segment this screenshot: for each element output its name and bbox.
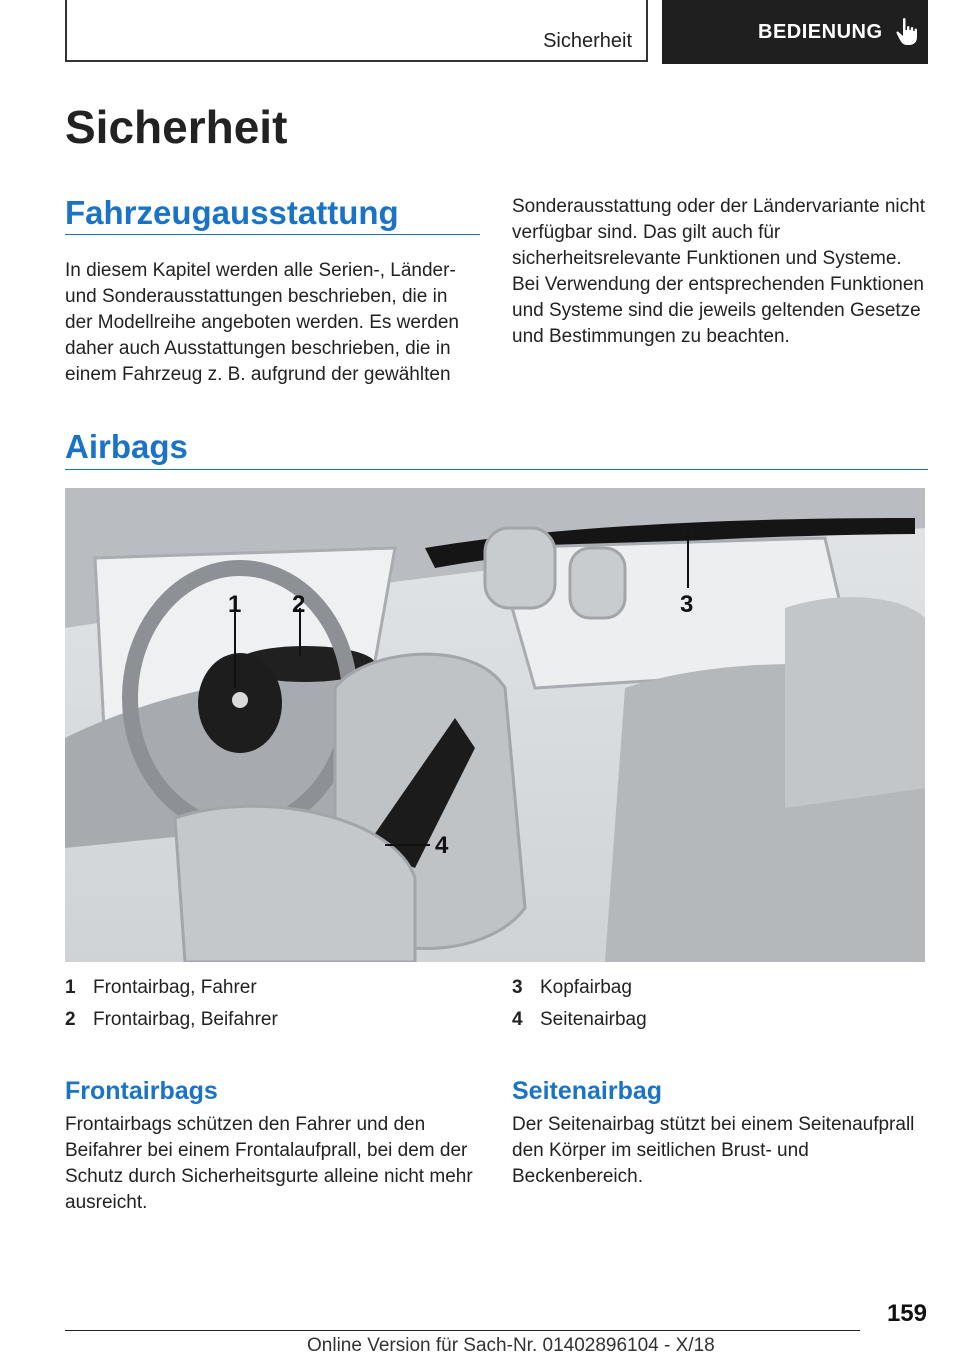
section-rule <box>65 234 480 235</box>
legend-label: Frontairbag, Fahrer <box>93 977 257 998</box>
frontairbags-text: Frontairbags schützen den Fahrer und den Beifahrer bei einem Frontalaufprall, bei dem der Schutz durch Sicherheitsgurte alleine nicht mehr ausreicht. <box>65 1114 473 1213</box>
legend-number: 1 <box>65 977 76 998</box>
legend-number: 4 <box>512 1009 523 1030</box>
legend-label: Seitenairbag <box>540 1009 647 1030</box>
seitenairbag-text: Der Seitenairbag stützt bei einem Seitenaufprall den Körper im seitlichen Brust- und Beckenbereich. <box>512 1114 915 1187</box>
header-section-box <box>65 0 648 62</box>
legend-item <box>512 977 632 999</box>
callout-3: 3 <box>680 591 694 618</box>
header-chapter-label: BEDIENUNG <box>758 20 883 43</box>
header-chapter-tab[interactable] <box>662 0 928 64</box>
legend-label: Frontairbag, Beifahrer <box>93 1009 278 1030</box>
fahrzeugausstattung-text-col2: Sonderausstattung oder der Ländervariante nicht verfügbar sind. Das gilt auch für sicherheitsrelevante Funktionen und Systeme. Bei Verwendung der entsprechenden Funktionen und Systeme sind die jeweils geltenden Gesetze und Bestimmungen zu beachten. <box>512 196 925 347</box>
legend-label: Kopfairbag <box>540 977 632 998</box>
legend-number: 3 <box>512 977 523 998</box>
pointing-hand-icon <box>895 17 921 47</box>
legend-item <box>512 1009 647 1031</box>
section-title-airbags: Airbags <box>65 428 188 465</box>
header-section-label: Sicherheit <box>543 30 632 52</box>
fahrzeugausstattung-text-col1: In diesem Kapitel werden alle Serien-, Länder- und Sonderausstattungen beschrieben, die in der Modellreihe angeboten werden. Es werden daher auch Ausstattungen beschrieben, die in einem Fahrzeug z. B. aufgrund der gewählten <box>65 260 459 385</box>
legend-item <box>65 1009 278 1031</box>
airbag-illustration <box>65 488 925 962</box>
subsection-title-seitenairbag: Seitenairbag <box>512 1077 663 1105</box>
page-title: Sicherheit <box>65 101 288 153</box>
page-number: 159 <box>886 1300 927 1327</box>
footer-version: Online Version für Sach-Nr. 01402896104 - X/18 <box>307 1335 715 1356</box>
callout-2: 2 <box>292 591 306 618</box>
section-title-fahrzeugausstattung: Fahrzeugausstattung <box>65 194 399 231</box>
legend-item <box>65 977 257 999</box>
callout-1: 1 <box>228 591 242 618</box>
subsection-title-frontairbags: Frontairbags <box>65 1077 218 1105</box>
legend-number: 2 <box>65 1009 76 1030</box>
callout-4: 4 <box>435 832 449 859</box>
section-rule <box>65 469 928 470</box>
footer-rule <box>65 1330 860 1331</box>
